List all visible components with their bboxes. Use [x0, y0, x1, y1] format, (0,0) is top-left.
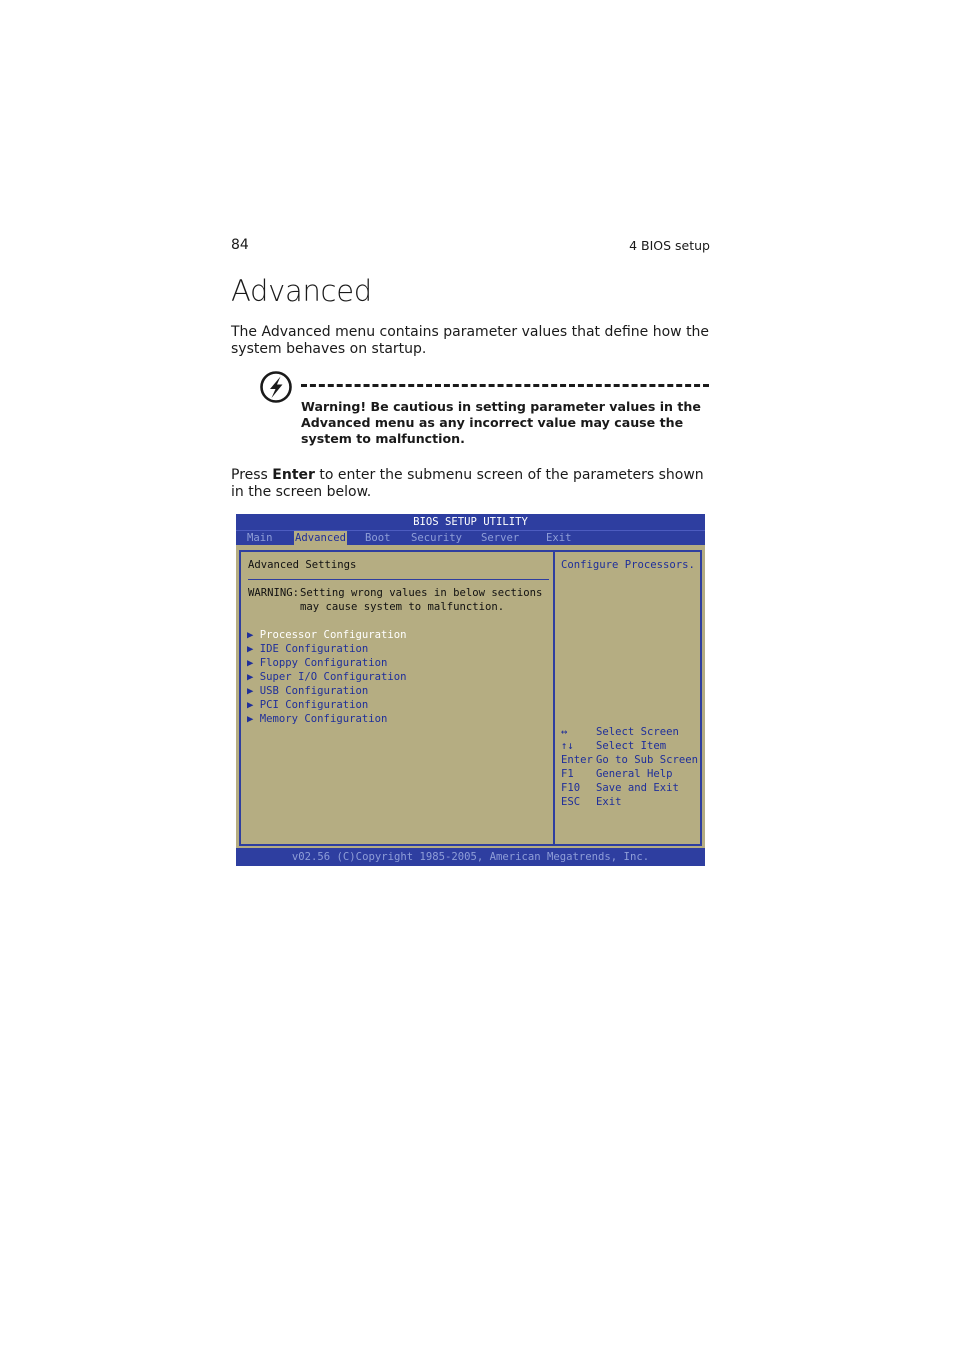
bios-help-panel — [553, 550, 702, 846]
key-desc: Save and Exit — [596, 782, 679, 794]
menu-item-memory[interactable] — [247, 713, 387, 725]
tab-security[interactable]: Security — [411, 532, 463, 544]
bios-warning-line1: Setting wrong values in below sections — [300, 587, 543, 599]
key-esc: ESC — [561, 796, 581, 808]
section-title: Advanced — [231, 274, 372, 308]
menu-item-label: Memory Configuration — [259, 713, 388, 725]
key-f10: F10 — [561, 782, 581, 794]
page-number: 84 — [231, 237, 249, 253]
chapter-title: 4 BIOS setup — [629, 238, 710, 253]
key-desc: Exit — [596, 796, 622, 808]
triangle-right-icon: ▶ — [247, 643, 254, 655]
bios-title-bar — [236, 514, 705, 530]
menu-item-label: Floppy Configuration — [259, 657, 388, 669]
help-text: Configure Processors. — [561, 559, 695, 571]
key-desc: General Help — [596, 768, 673, 780]
menu-item-label: USB Configuration — [259, 685, 369, 697]
key-select-screen: ↔ — [561, 726, 568, 738]
menu-item-usb[interactable] — [247, 685, 368, 697]
triangle-right-icon: ▶ — [247, 685, 254, 697]
panel-title: Advanced Settings — [248, 559, 357, 571]
menu-item-label: PCI Configuration — [259, 699, 369, 711]
triangle-right-icon: ▶ — [247, 629, 254, 641]
warning-icon — [259, 370, 293, 404]
bios-tab-bar — [236, 530, 705, 545]
menu-item-floppy[interactable] — [247, 657, 387, 669]
intro-paragraph: The Advanced menu contains parameter values that define how the system behaves on startup. — [231, 324, 710, 357]
bios-warning-line2: may cause system to malfunction. — [300, 601, 505, 613]
menu-item-label: Super I/O Configuration — [259, 671, 407, 683]
key-desc: Go to Sub Screen — [596, 754, 699, 766]
bios-warning-label: WARNING: — [248, 587, 300, 599]
warning-divider — [301, 384, 709, 387]
menu-item-pci[interactable] — [247, 699, 368, 711]
bios-screenshot — [236, 514, 705, 866]
triangle-right-icon: ▶ — [247, 671, 254, 683]
key-desc: Select Item — [596, 740, 667, 752]
bios-footer — [236, 848, 705, 866]
triangle-right-icon: ▶ — [247, 699, 254, 711]
bios-title: BIOS SETUP UTILITY — [413, 516, 528, 528]
press-text-before: Press — [231, 467, 273, 483]
menu-item-label: Processor Configuration — [259, 629, 407, 641]
triangle-right-icon: ▶ — [247, 657, 254, 669]
key-f1: F1 — [561, 768, 574, 780]
tab-boot[interactable]: Boot — [365, 532, 391, 544]
key-enter: Enter — [561, 754, 593, 766]
copyright-text: v02.56 (C)Copyright 1985-2005, American Megatrends, Inc. — [291, 851, 650, 863]
triangle-right-icon: ▶ — [247, 713, 254, 725]
tab-server[interactable]: Server — [481, 532, 520, 544]
menu-item-processor[interactable] — [247, 629, 406, 641]
key-select-item: ↑↓ — [561, 740, 574, 752]
tab-advanced[interactable]: Advanced — [295, 532, 347, 544]
warning-text: Warning! Be cautious in setting parameter values in the Advanced menu as any incorrect value may cause the system to malfunction. — [301, 399, 701, 446]
menu-item-label: IDE Configuration — [259, 643, 369, 655]
enter-key-label: Enter — [272, 467, 315, 483]
tab-exit[interactable]: Exit — [546, 532, 572, 544]
menu-item-super-io[interactable] — [247, 671, 406, 683]
bios-settings-panel — [239, 550, 553, 846]
key-desc: Select Screen — [596, 726, 679, 738]
menu-item-ide[interactable] — [247, 643, 368, 655]
press-enter-paragraph — [231, 467, 711, 501]
tab-main[interactable]: Main — [247, 532, 273, 544]
panel-divider — [248, 579, 549, 580]
press-text-after: to enter the submenu screen of the parameters shown in the screen below. — [231, 467, 704, 500]
